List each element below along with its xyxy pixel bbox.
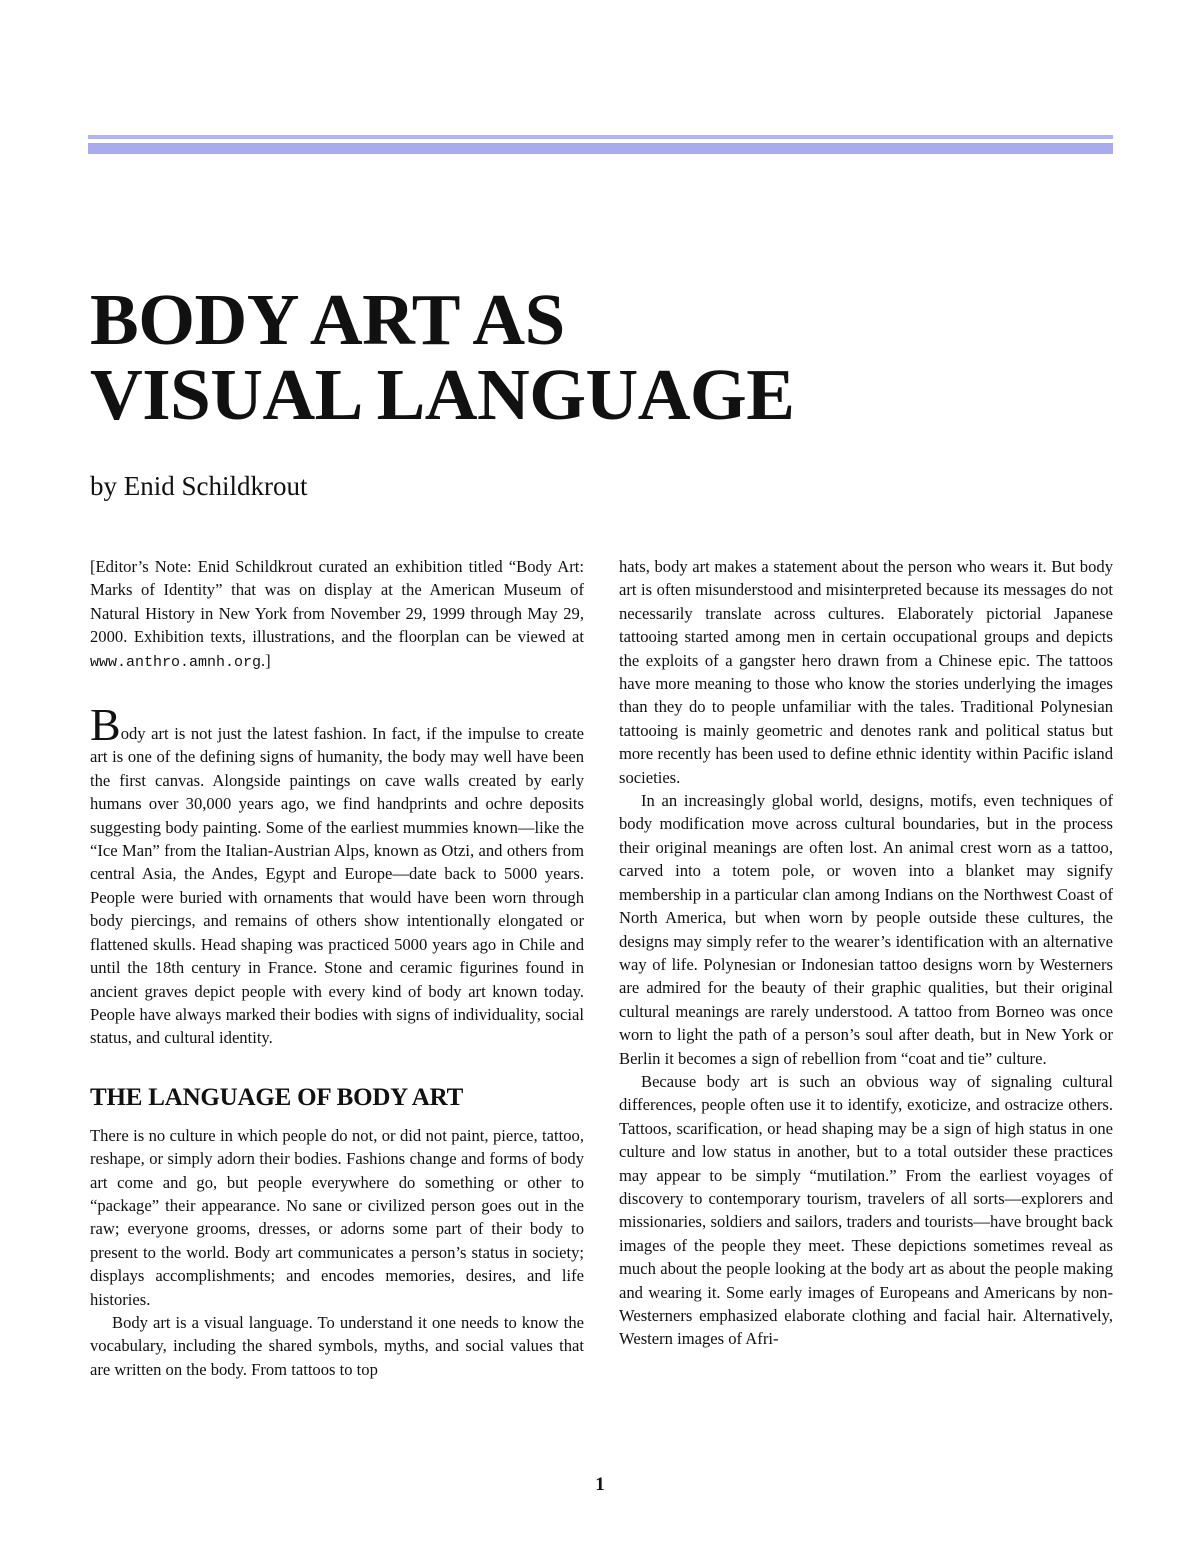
section-paragraph-1: There is no culture in which people do not, or did not paint, pierce, tattoo, reshape, or simply adorn their bodies. Fashions change and forms of body art come and go, but people everywhere do something or other to “package” their appearance. No sane or civilized person goes out in the raw; everyone grooms, dresses, or adorns some part of their body to present to the world. Body art communicates a person’s status in society; displays accomplishments; and encodes memories, desires, and life histories. bbox=[90, 1125, 584, 1309]
byline: by Enid Schildkrout bbox=[90, 471, 308, 501]
right-paragraph-1: hats, body art makes a statement about the person who wears it. But body art is often misunderstood and misinterpreted because its messages do not necessarily translate across cultures. Elaborately pictorial Japanese tattooing started among men in certain occupational groups and depicts the exploits of a gangster hero drawn from a Chinese epic. The tattoos have more meaning to those who know the stories underlying the images than they do to people unfamiliar with the tales. Traditional Polynesian tattooing is mainly geometric and denotes rank and political status but more recently has been used to define ethnic identity within Pacific island societies. bbox=[619, 557, 1113, 787]
editor-note-text: [Editor’s Note: Enid Schildkrout curated an exhibition titled “Body Art: Marks of Identity” that was on display at the American Museum of Natural History in New York from November 29, 1999 through May 29, 2000. Exhibition texts, illustrations, and the floorplan can be viewed at bbox=[90, 557, 584, 647]
article-title bbox=[90, 279, 795, 435]
section-paragraph-2: Body art is a visual language. To understand it one needs to know the vocabulary, including the shared symbols, myths, and social values that are written on the body. From tattoos to top bbox=[90, 1312, 584, 1379]
intro-text: ody art is not just the latest fashion. In fact, if the impulse to create art is one of the defining signs of humanity, the body may well have been the first canvas. Alongside paintings on cave walls created by early humans over 30,000 years ago, we find handprints and ochre deposits suggesting body painting. Some of the earliest mummies known—like the “Ice Man” from the Italian-Austrian Alps, known as Otzi, and others from central Asia, the Andes, Egypt and Europe—date back to 5000 years. People were buried with ornaments that would have been worn through body piercings, and remains of others show intentionally elongated or flattened skulls. Head shaping was practiced 5000 years ago in Chile and until the 18th century in France. Stone and ceramic figurines found in ancient graves depict people with every kind of body art known today. People have always marked their bodies with signs of individuality, social status, and cultural identity. bbox=[90, 724, 584, 1048]
right-column bbox=[619, 555, 1113, 1351]
intro-paragraph bbox=[90, 699, 584, 1050]
title-line-2: VISUAL LANGUAGE bbox=[90, 354, 795, 435]
left-column bbox=[90, 555, 584, 1381]
title-line-1: BODY ART AS bbox=[90, 279, 565, 360]
editor-note-end: .] bbox=[261, 650, 271, 670]
right-paragraph-2: In an increasingly global world, designs, motifs, even techniques of body modification move across cultural boundaries, but in the process their original meanings are often lost. An animal crest worn as a tattoo, carved into a totem pole, or woven into a blanket may signify membership in a particular clan among Indians on the Northwest Coast of North America, but when worn by people outside these cultures, the designs may simply refer to the wearer’s identification with an alternative way of life. Polynesian or Indonesian tattoo designs worn by Westerners are admired for the beauty of their graphic qualities, but their original cultural meanings are rarely understood. A tattoo from Borneo was once worn to light the path of a person’s soul after death, but in New York or Berlin it becomes a sign of rebellion from “coat and tie” culture. bbox=[619, 791, 1113, 1068]
right-paragraph-3: Because body art is such an obvious way of signaling cultural differences, people often use it to identify, exoticize, and ostracize others. Tattoos, scarification, or head shaping may be a sign of high status in one culture and low status in another, but to a total outsider these practices may appear to be simply “mutilation.” From the earliest voyages of discovery to contemporary tourism, travelers of all sorts—explorers and missionaries, soldiers and sailors, traders and tourists—have brought back images of the people they meet. These depictions sometimes reveal as much about the people looking at the body art as about the people making and wearing it. Some early images of Europeans and Americans by non-Westerners emphasized elaborate clothing and facial hair. Alternatively, Western images of Afri- bbox=[619, 1071, 1113, 1349]
header-rule-thick bbox=[88, 143, 1113, 154]
page-number: 1 bbox=[595, 1474, 605, 1495]
editor-note-url[interactable]: www.anthro.amnh.org bbox=[90, 653, 262, 671]
editor-note bbox=[90, 555, 584, 674]
drop-cap: B bbox=[90, 699, 121, 751]
header-rule-thin bbox=[88, 135, 1113, 139]
section-heading: THE LANGUAGE OF BODY ART bbox=[90, 1083, 464, 1111]
